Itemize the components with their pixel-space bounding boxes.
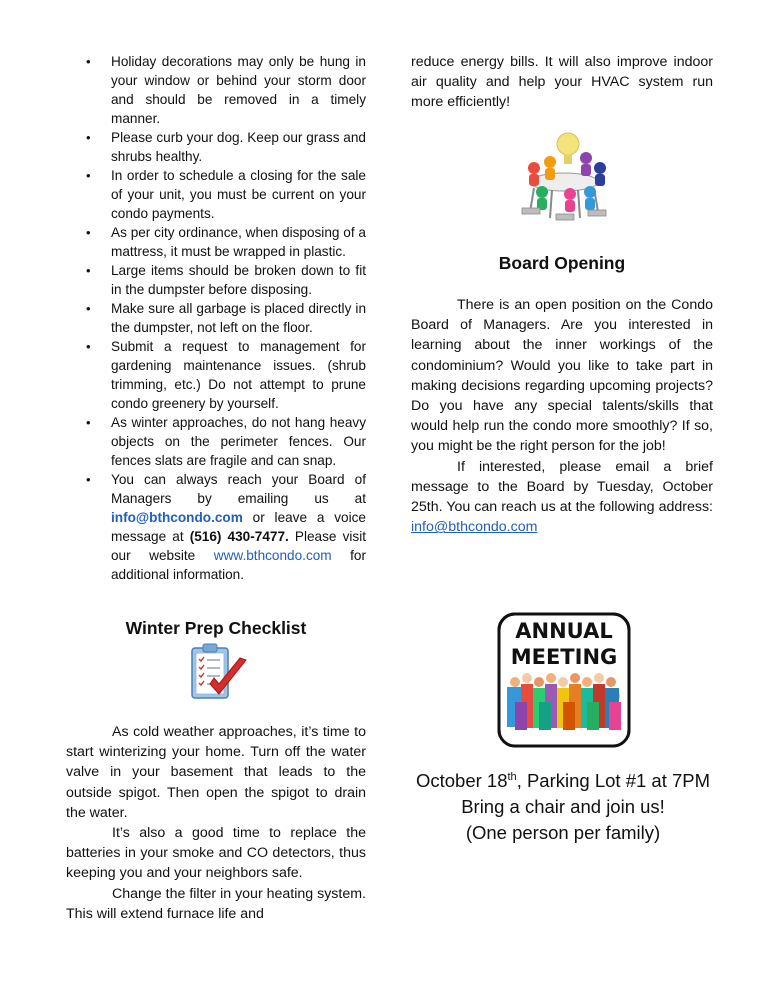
winter-paragraph: Change the filter in your heating system. This will extend furnace life and [66, 885, 366, 922]
list-item: • As per city ordinance, when disposing of a mattress, it must be wrapped in plastic. [66, 223, 366, 261]
meeting-limit-line: (One person per family) [465, 822, 661, 843]
winter-checklist-title: Winter Prep Checklist [125, 618, 307, 638]
meeting-date-line [398, 768, 728, 794]
winter-paragraph: It’s also a good time to replace the batteries in your smoke and CO detectors, thus keeping you and your neighbors safe. [66, 825, 366, 882]
meeting-location: , Parking Lot #1 at 7PM [516, 770, 711, 791]
winter-continued [411, 52, 713, 113]
list-item: • Please curb your dog. Keep our grass and shrubs healthy. [66, 128, 366, 166]
annual-meeting-sign [497, 612, 631, 748]
board-body [411, 295, 713, 537]
winter-paragraph: As cold weather approaches, it’s time to start winterizing your home. Turn off the water valve in your basement that leads to the outside spigot. Then open the spigot to drain the water. [66, 724, 366, 821]
list-item: • As winter approaches, do not hang heavy objects on the perimeter fences. Our fences slats are fragile and can snap. [66, 413, 366, 470]
rules-column [66, 52, 366, 584]
sign-line-annual: ANNUAL [515, 619, 613, 643]
contact-text: or leave a voice message at [111, 510, 366, 544]
contact-list-item [66, 470, 366, 584]
rules-list [66, 52, 366, 584]
meeting-date-suffix: th [507, 770, 517, 783]
email-link[interactable]: info@bthcondo.com [111, 510, 243, 525]
annual-meeting-details [398, 768, 728, 846]
list-item: • In order to schedule a closing for the sale of your unit, you must be current on your condo payments. [66, 166, 366, 223]
list-item: • Holiday decorations may only be hung in your window or behind your storm door and should be removed in a timely manner. [66, 52, 366, 128]
meeting-people-icon [512, 128, 610, 224]
board-paragraph-text: If interested, please email a brief message to the Board by Tuesday, October 25th. You can reach us at the following address: [411, 458, 713, 516]
list-item: • Large items should be broken down to fit in the dumpster before disposing. [66, 261, 366, 299]
contact-text: Please visit our website [111, 529, 366, 563]
board-email-link[interactable]: info@bthcondo.com [411, 519, 538, 536]
winter-paragraph-continued: reduce energy bills. It will also improve indoor air quality and help your HVAC system run more efficiently! [411, 54, 713, 111]
board-paragraph: There is an open position on the Condo Board of Managers. Are you interested in learning about the inner workings of the condominium? Would you like to take part in making decisions regarding upcoming projects? Do you have any special talents/skills that would help run the condo more smoothly? If so, you might be the right person for the job! [411, 297, 713, 455]
list-item: • Submit a request to management for gardening maintenance issues. (shrub trimming, etc.) Do not attempt to prune condo greenery by yourself. [66, 337, 366, 413]
meeting-invite-line: Bring a chair and join us! [461, 796, 665, 817]
winter-body [66, 722, 366, 924]
board-paragraph [411, 457, 713, 538]
contact-text: for additional information. [111, 548, 367, 582]
website-link[interactable]: www.bthcondo.com [213, 548, 332, 563]
sign-line-meeting: MEETING [510, 645, 618, 669]
phone-number: (516) 430-7477. [189, 529, 289, 544]
meeting-date: October 18 [415, 770, 508, 791]
board-opening-title: Board Opening [498, 253, 626, 273]
list-item: • Make sure all garbage is placed directly in the dumpster, not left on the floor. [66, 299, 366, 337]
checklist-clipboard-icon [186, 642, 250, 704]
contact-text: You can always reach your Board of Managers by emailing us at [111, 472, 366, 506]
